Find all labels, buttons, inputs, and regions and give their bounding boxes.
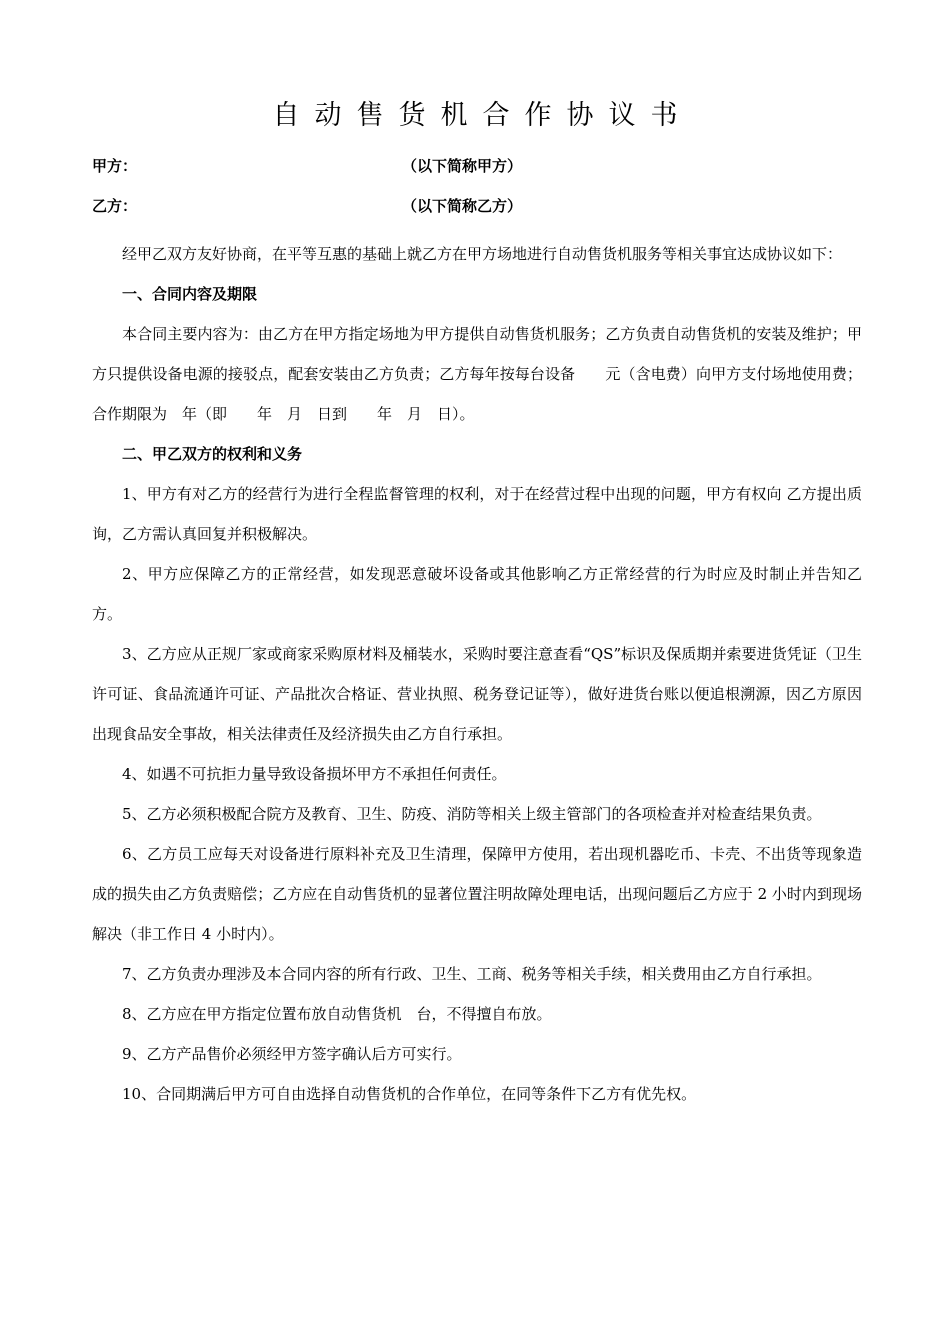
clause-8: 8、乙方应在甲方指定位置布放自动售货机 台，不得擅自布放。 xyxy=(122,1005,552,1023)
clause-2: 2、甲方应保障乙方的正常经营，如发现恶意破坏设备或其他影响乙方正常经营的行为时应及时制止并告知乙方。 xyxy=(92,565,862,623)
party-a-label: 甲方： xyxy=(92,157,138,175)
clause-3: 3、乙方应从正规厂家或商家采购原材料及桶装水，采购时要注意查看“QS”标识及保质期并索要进货凭证（卫生许可证、食品流通许可证、产品批次合格证、营业执照、税务登记证等），做好进货台账以便追根溯源，因乙方原因出现食品安全事故，相关法律责任及经济损失由乙方自行承担。 xyxy=(92,645,862,743)
clause-6: 6、乙方员工应每天对设备进行原料补充及卫生清理，保障甲方使用，若出现机器吃币、卡壳、不出货等现象造成的损失由乙方负责赔偿；乙方应在自动售货机的显著位置注明故障处理电话，出现问题后乙方应于 2 小时内到现场解决（非工作日 4 小时内）。 xyxy=(92,845,862,943)
intro-paragraph: 经甲乙双方友好协商，在平等互惠的基础上就乙方在甲方场地进行自动售货机服务等相关事宜达成协议如下： xyxy=(122,245,843,263)
clause-9: 9、乙方产品售价必须经甲方签字确认后方可实行。 xyxy=(122,1045,462,1063)
party-b-label: 乙方： xyxy=(92,197,138,215)
clause-7: 7、乙方负责办理涉及本合同内容的所有行政、卫生、工商、税务等相关手续，相关费用由乙方自行承担。 xyxy=(122,965,822,983)
clause-1: 1、甲方有对乙方的经营行为进行全程监督管理的权利，对于在经营过程中出现的问题，甲方有权向 乙方提出质询，乙方需认真回复并积极解决。 xyxy=(92,485,862,543)
party-b-note: （以下简称乙方） xyxy=(402,197,523,215)
clause-5: 5、乙方必须积极配合院方及教育、卫生、防疫、消防等相关上级主管部门的各项检查并对检查结果负责。 xyxy=(122,805,822,823)
clause-10: 10、合同期满后甲方可自由选择自动售货机的合作单位，在同等条件下乙方有优先权。 xyxy=(122,1085,697,1103)
agreement-body xyxy=(92,234,862,1114)
document-title: 自动售货机合作协议书 xyxy=(272,100,693,131)
section-1-body: 本合同主要内容为：由乙方在甲方指定场地为甲方提供自动售货机服务；乙方负责自动售货机的安装及维护；甲方只提供设备电源的接驳点，配套安装由乙方负责；乙方每年按每台设备 元（含电费）向甲方支付场地使用费；合作期限为 年（即 年 月 日到 年 月 日）。 xyxy=(92,325,862,423)
section-1-heading: 一、合同内容及期限 xyxy=(122,285,258,303)
section-2-heading: 二、甲乙双方的权利和义务 xyxy=(122,445,303,463)
party-a-note: （以下简称甲方） xyxy=(402,157,523,175)
clause-4: 4、如遇不可抗拒力量导致设备损坏甲方不承担任何责任。 xyxy=(122,765,507,783)
